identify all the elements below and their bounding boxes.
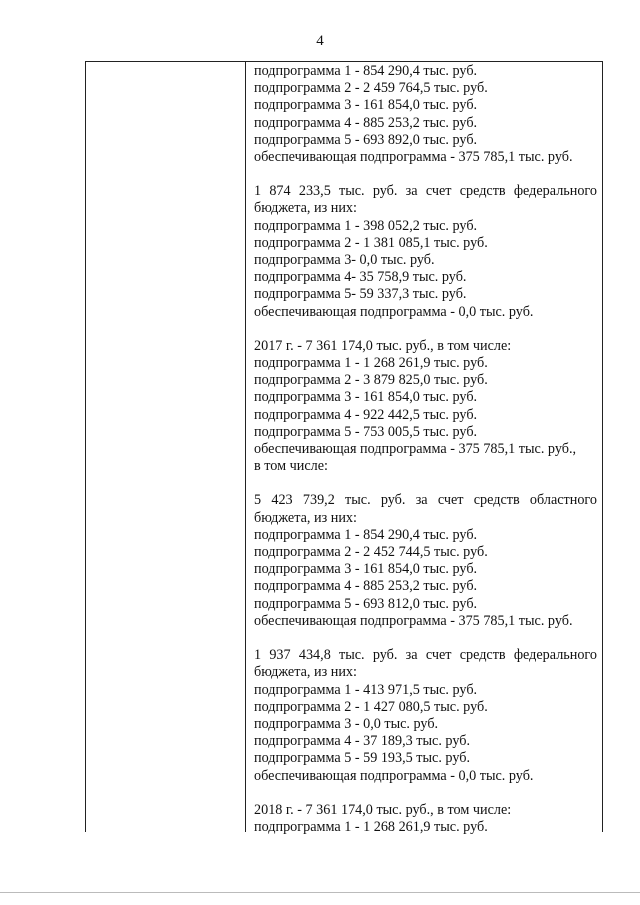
text-line: 2018 г. - 7 361 174,0 тыс. руб., в том числе: <box>254 801 512 818</box>
text-line: подпрограмма 1 - 1 268 261,9 тыс. руб. <box>254 818 488 835</box>
funding-block-2017-federal <box>254 647 597 785</box>
page-number: 4 <box>316 33 324 49</box>
funding-cell-content <box>254 63 597 853</box>
text-line: подпрограмма 4- 35 758,9 тыс. руб. <box>254 269 467 286</box>
text-line: обеспечивающая подпрограмма - 375 785,1 тыс. руб. <box>254 149 573 166</box>
text-line-justified: 1 874 233,5 тыс. руб. за счет средств федерального <box>254 183 597 200</box>
funding-block-2016-regional-remainder <box>254 63 597 166</box>
text-line: обеспечивающая подпрограмма - 0,0 тыс. руб. <box>254 303 534 320</box>
text-line: подпрограмма 4 - 885 253,2 тыс. руб. <box>254 114 478 131</box>
page-edge-line <box>0 892 640 893</box>
funding-block-2018-total <box>254 802 597 836</box>
text-line-justified: 1 937 434,8 тыс. руб. за счет средств федерального <box>254 647 597 664</box>
text-line: подпрограмма 4 - 37 189,3 тыс. руб. <box>254 733 471 750</box>
text-line: подпрограмма 3 - 161 854,0 тыс. руб. <box>254 389 478 406</box>
text-line: обеспечивающая подпрограмма - 375 785,1 тыс. руб., <box>254 441 577 458</box>
funding-block-2017-total <box>254 338 597 476</box>
text-line: подпрограмма 1 - 1 268 261,9 тыс. руб. <box>254 355 488 372</box>
text-line: обеспечивающая подпрограмма - 0,0 тыс. руб. <box>254 767 534 784</box>
text-line: обеспечивающая подпрограмма - 375 785,1 тыс. руб. <box>254 612 573 629</box>
text-line: в том числе: <box>254 458 328 475</box>
text-line: 2017 г. - 7 361 174,0 тыс. руб., в том числе: <box>254 337 512 354</box>
text-line: подпрограмма 3 - 161 854,0 тыс. руб. <box>254 561 478 578</box>
text-line: подпрограмма 3 - 0,0 тыс. руб. <box>254 715 439 732</box>
text-line: подпрограмма 3 - 161 854,0 тыс. руб. <box>254 97 478 114</box>
text-line: подпрограмма 2 - 2 452 744,5 тыс. руб. <box>254 544 488 561</box>
table-column-divider <box>245 61 246 832</box>
text-line: подпрограмма 4 - 885 253,2 тыс. руб. <box>254 578 478 595</box>
text-line: подпрограмма 5 - 753 005,5 тыс. руб. <box>254 423 478 440</box>
text-line: подпрограмма 2 - 2 459 764,5 тыс. руб. <box>254 80 488 97</box>
text-line: бюджета, из них: <box>254 664 357 681</box>
text-line: подпрограмма 1 - 854 290,4 тыс. руб. <box>254 526 478 543</box>
text-line: подпрограмма 1 - 413 971,5 тыс. руб. <box>254 681 478 698</box>
text-line: подпрограмма 2 - 1 427 080,5 тыс. руб. <box>254 698 488 715</box>
funding-block-2016-federal <box>254 183 597 321</box>
funding-block-2017-regional <box>254 492 597 630</box>
text-line: подпрограмма 3- 0,0 тыс. руб. <box>254 252 435 269</box>
text-line: подпрограмма 5 - 693 812,0 тыс. руб. <box>254 595 478 612</box>
text-line: бюджета, из них: <box>254 509 357 526</box>
text-line-justified: 5 423 739,2 тыс. руб. за счет средств областного <box>254 492 597 509</box>
text-line: подпрограмма 2 - 3 879 825,0 тыс. руб. <box>254 372 488 389</box>
text-line: подпрограмма 2 - 1 381 085,1 тыс. руб. <box>254 234 488 251</box>
text-line: подпрограмма 4 - 922 442,5 тыс. руб. <box>254 406 478 423</box>
text-line: подпрограмма 5- 59 337,3 тыс. руб. <box>254 286 467 303</box>
text-line: бюджета, из них: <box>254 200 357 217</box>
text-line: подпрограмма 5 - 693 892,0 тыс. руб. <box>254 131 478 148</box>
text-line: подпрограмма 5 - 59 193,5 тыс. руб. <box>254 750 471 767</box>
text-line: подпрограмма 1 - 854 290,4 тыс. руб. <box>254 63 478 79</box>
text-line: подпрограмма 1 - 398 052,2 тыс. руб. <box>254 217 478 234</box>
